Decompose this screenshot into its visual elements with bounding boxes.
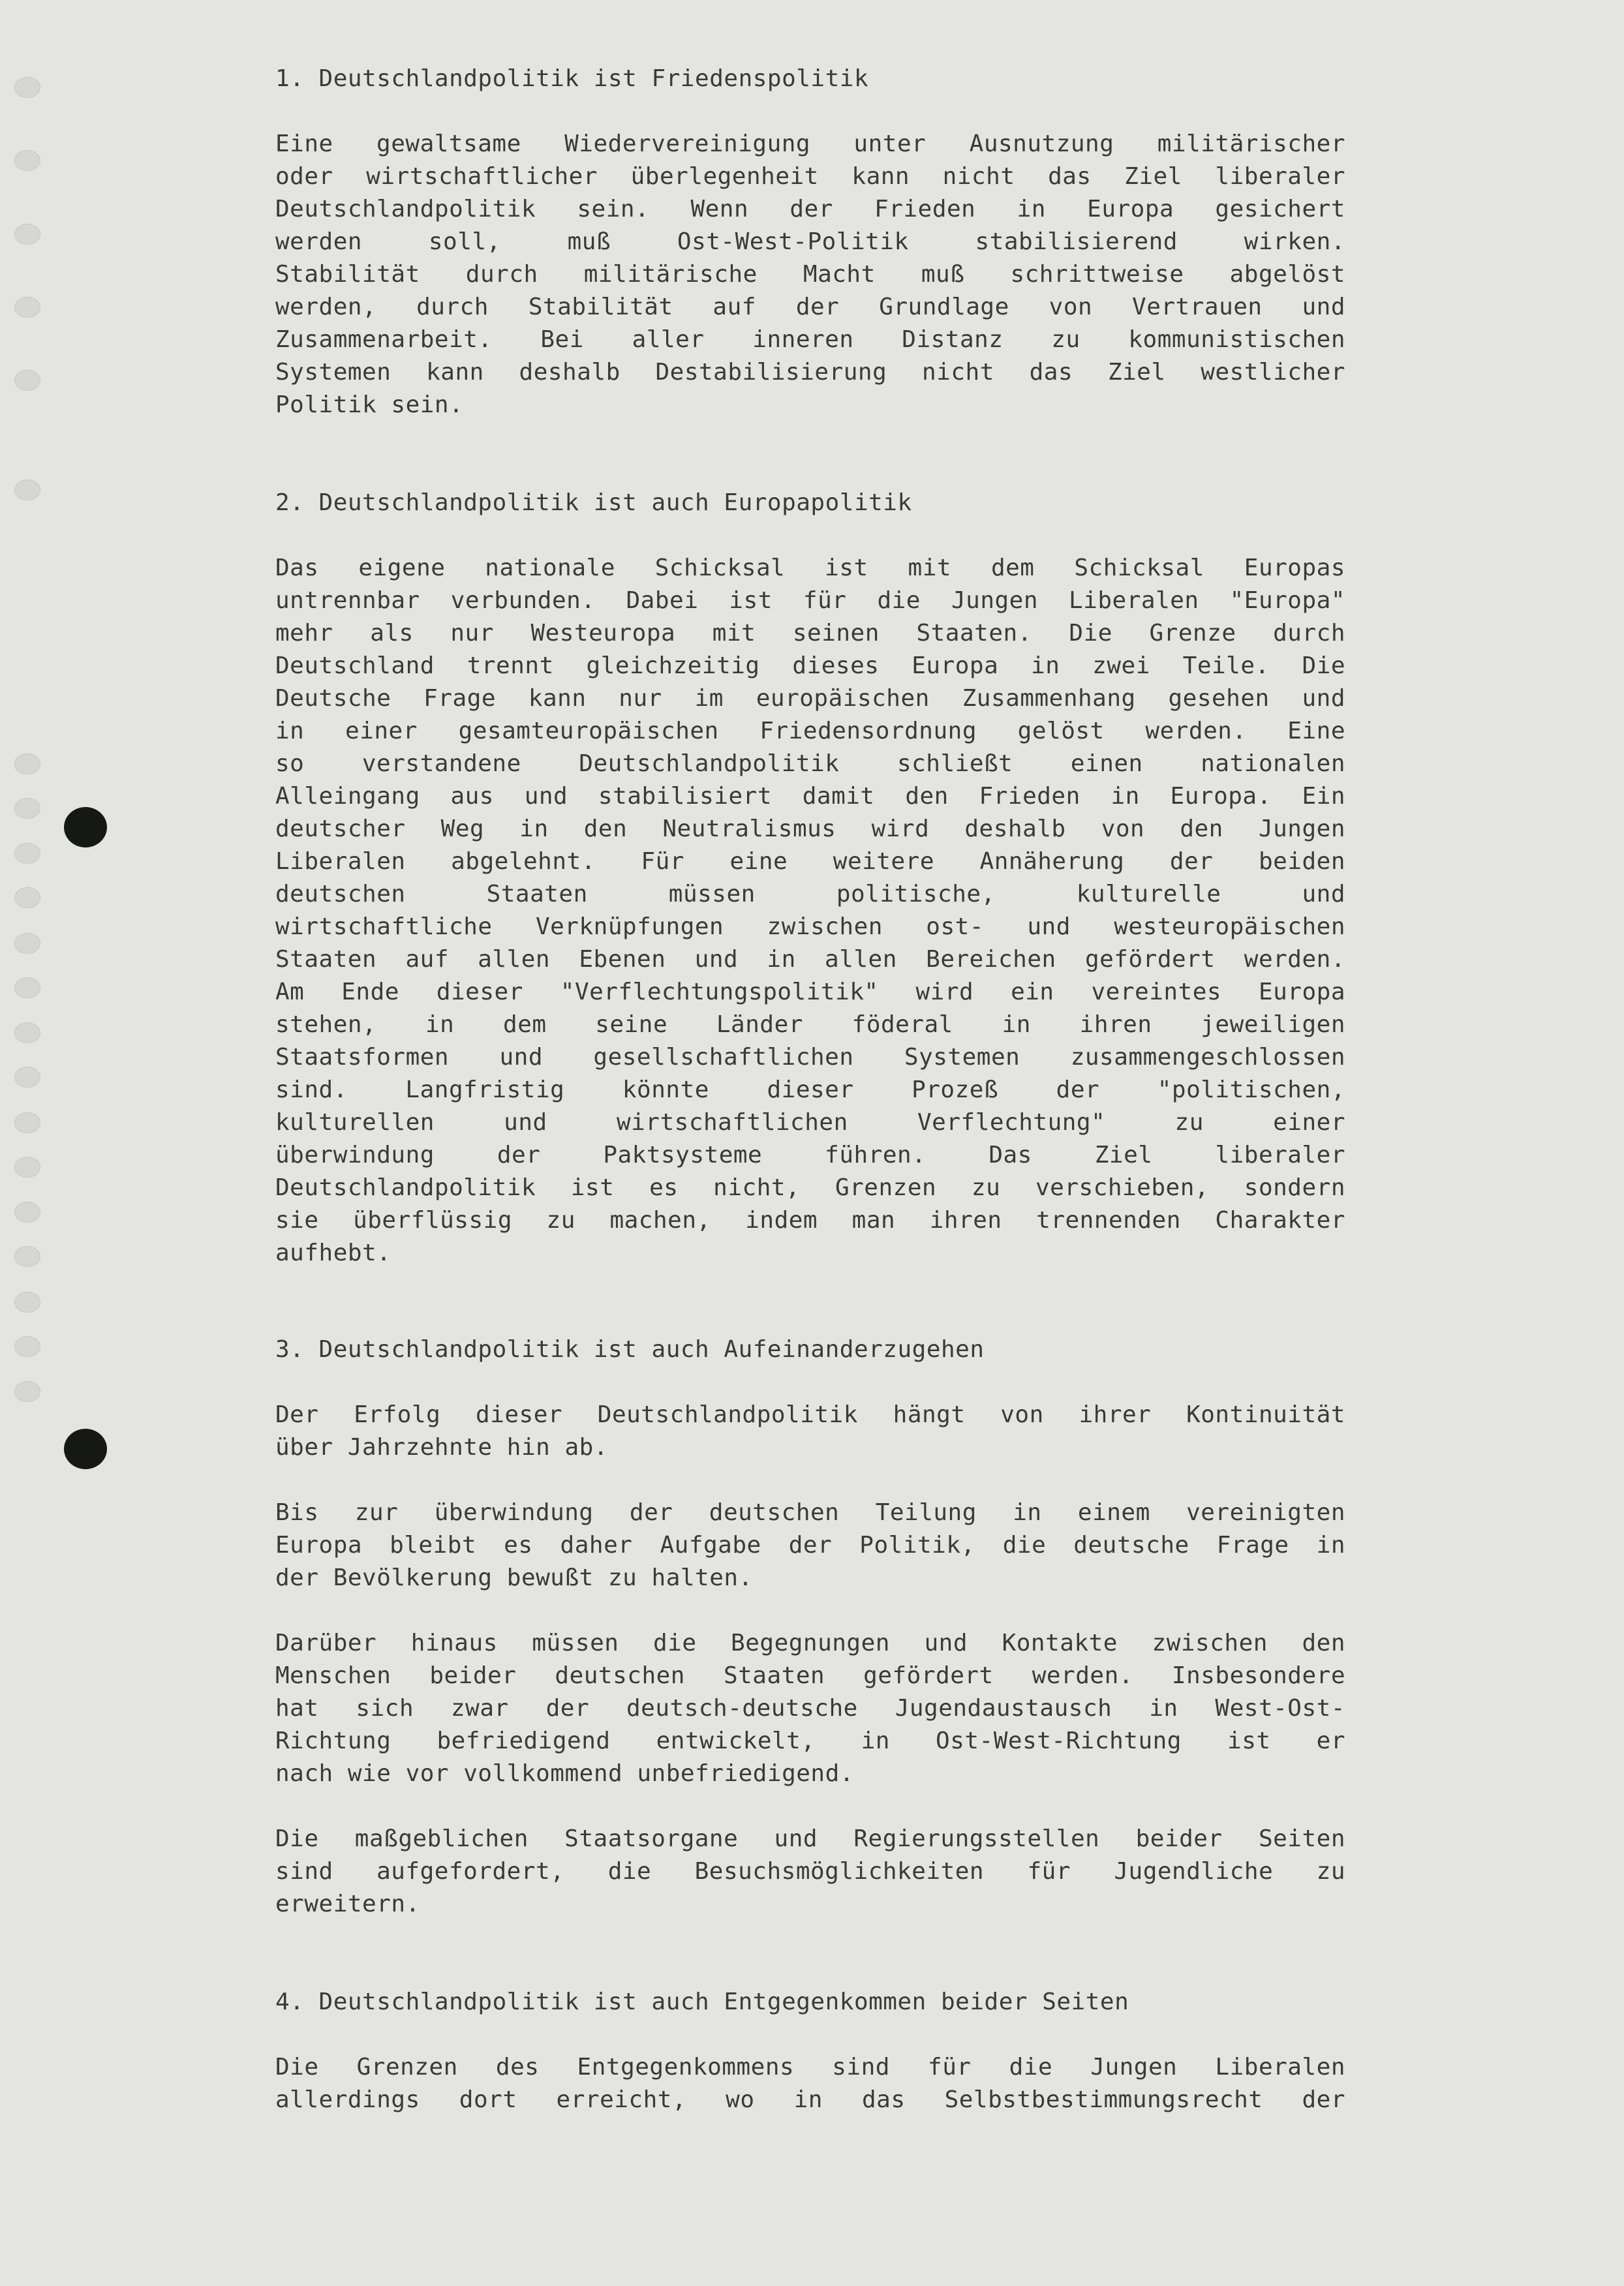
- text-line: Politik sein.: [275, 391, 464, 418]
- text-line: deutscher Weg in den Neutralismus wird deshalb von den Jungen: [275, 815, 1345, 842]
- section-2: [275, 487, 1345, 519]
- text-line: Zusammenarbeit. Bei aller inneren Distanz zu kommunistischen: [275, 326, 1345, 353]
- section-3-paragraph-3: [275, 1627, 1345, 1790]
- text-line: sind. Langfristig könnte dieser Prozeß der "politischen,: [275, 1076, 1345, 1103]
- section-2-paragraph-1: [275, 552, 1345, 1270]
- text-line: kulturellen und wirtschaftlichen Verflechtung" zu einer: [275, 1109, 1345, 1136]
- text-line: Die maßgeblichen Staatsorgane und Regierungsstellen beider Seiten: [275, 1825, 1345, 1852]
- text-line: mehr als nur Westeuropa mit seinen Staaten. Die Grenze durch: [275, 620, 1345, 647]
- perforation-mark: [14, 224, 40, 245]
- text-line: Deutschlandpolitik sein. Wenn der Frieden in Europa gesichert: [275, 196, 1345, 222]
- section-3-paragraph-1: [275, 1399, 1345, 1464]
- section-heading: 1. Deutschlandpolitik ist Friedenspolitik: [275, 65, 869, 92]
- section-heading: 3. Deutschlandpolitik ist auch Aufeinanderzugehen: [275, 1336, 985, 1363]
- text-line: Darüber hinaus müssen die Begegnungen und Kontakte zwischen den: [275, 1630, 1345, 1656]
- text-line: Am Ende dieser "Verflechtungspolitik" wird ein vereintes Europa: [275, 979, 1345, 1005]
- perforation-mark: [14, 887, 40, 908]
- text-line: Staaten auf allen Ebenen und in allen Bereichen gefördert werden.: [275, 946, 1345, 973]
- text-line: in einer gesamteuropäischen Friedensordnung gelöst werden. Eine: [275, 718, 1345, 744]
- punch-hole: [64, 807, 107, 847]
- text-line: Deutschlandpolitik ist es nicht, Grenzen zu verschieben, sondern: [275, 1174, 1345, 1201]
- section-heading: 4. Deutschlandpolitik ist auch Entgegenkommen beider Seiten: [275, 1989, 1129, 2015]
- perforation-mark: [14, 798, 40, 819]
- perforation-mark: [14, 1067, 40, 1088]
- text-line: Der Erfolg dieser Deutschlandpolitik hängt von ihrer Kontinuität: [275, 1401, 1345, 1428]
- perforation-mark: [14, 480, 40, 500]
- text-line: sind aufgefordert, die Besuchsmöglichkeiten für Jugendliche zu: [275, 1858, 1345, 1885]
- text-line: Bis zur überwindung der deutschen Teilung in einem vereinigten: [275, 1499, 1345, 1526]
- section-3: [275, 1334, 1345, 1366]
- text-line: Liberalen abgelehnt. Für eine weitere Annäherung der beiden: [275, 848, 1345, 875]
- text-line: Stabilität durch militärische Macht muß schrittweise abgelöst: [275, 261, 1345, 288]
- perforation-mark: [14, 1381, 40, 1402]
- perforation-mark: [14, 1157, 40, 1178]
- text-line: der Bevölkerung bewußt zu halten.: [275, 1564, 753, 1591]
- perforation-mark: [14, 1246, 40, 1267]
- text-line: erweitern.: [275, 1891, 420, 1917]
- text-line: Richtung befriedigend entwickelt, in Ost-West-Richtung ist er: [275, 1728, 1345, 1754]
- text-line: Menschen beider deutschen Staaten gefördert werden. Insbesondere: [275, 1662, 1345, 1689]
- section-1-paragraph-1: [275, 128, 1345, 421]
- text-line: Eine gewaltsame Wiedervereinigung unter Ausnutzung militärischer: [275, 130, 1345, 157]
- punch-hole: [64, 1429, 107, 1469]
- text-line: untrennbar verbunden. Dabei ist für die Jungen Liberalen "Europa": [275, 587, 1345, 614]
- perforation-mark: [14, 977, 40, 998]
- section-1: [275, 63, 1345, 95]
- text-line: werden soll, muß Ost-West-Politik stabilisierend wirken.: [275, 228, 1345, 255]
- text-line: nach wie vor vollkommend unbefriedigend.: [275, 1760, 854, 1787]
- section-4: [275, 1986, 1345, 2019]
- text-line: Europa bleibt es daher Aufgabe der Politik, die deutsche Frage in: [275, 1532, 1345, 1559]
- text-line: wirtschaftliche Verknüpfungen zwischen ost- und westeuropäischen: [275, 913, 1345, 940]
- text-line: Deutschland trennt gleichzeitig dieses Europa in zwei Teile. Die: [275, 652, 1345, 679]
- text-line: oder wirtschaftlicher überlegenheit kann nicht das Ziel liberaler: [275, 163, 1345, 190]
- text-line: allerdings dort erreicht, wo in das Selbstbestimmungsrecht der: [275, 2086, 1345, 2113]
- section-3-paragraph-2: [275, 1497, 1345, 1594]
- perforation-mark: [14, 933, 40, 954]
- section-heading: 2. Deutschlandpolitik ist auch Europapolitik: [275, 489, 912, 516]
- text-line: Die Grenzen des Entgegenkommens sind für die Jungen Liberalen: [275, 2054, 1345, 2080]
- text-line: stehen, in dem seine Länder föderal in ihren jeweiligen: [275, 1011, 1345, 1038]
- text-line: über Jahrzehnte hin ab.: [275, 1434, 608, 1461]
- text-line: Deutsche Frage kann nur im europäischen Zusammenhang gesehen und: [275, 685, 1345, 712]
- perforation-mark: [14, 370, 40, 391]
- text-line: Systemen kann deshalb Destabilisierung nicht das Ziel westlicher: [275, 359, 1345, 386]
- text-line: Das eigene nationale Schicksal ist mit dem Schicksal Europas: [275, 555, 1345, 581]
- perforation-mark: [14, 297, 40, 318]
- perforation-mark: [14, 77, 40, 98]
- perforation-mark: [14, 1202, 40, 1223]
- perforation-mark: [14, 754, 40, 774]
- section-3-paragraph-4: [275, 1823, 1345, 1921]
- text-line: Staatsformen und gesellschaftlichen Systemen zusammengeschlossen: [275, 1044, 1345, 1071]
- perforation-mark: [14, 1292, 40, 1313]
- perforation-mark: [14, 1112, 40, 1133]
- section-4-paragraph-1: [275, 2051, 1345, 2116]
- perforation-mark: [14, 843, 40, 864]
- text-line: deutschen Staaten müssen politische, kulturelle und: [275, 881, 1345, 907]
- text-line: werden, durch Stabilität auf der Grundlage von Vertrauen und: [275, 294, 1345, 320]
- text-line: sie überflüssig zu machen, indem man ihren trennenden Charakter: [275, 1207, 1345, 1234]
- text-line: so verstandene Deutschlandpolitik schließt einen nationalen: [275, 750, 1345, 777]
- perforation-mark: [14, 1022, 40, 1043]
- text-line: aufhebt.: [275, 1240, 391, 1266]
- text-line: Alleingang aus und stabilisiert damit den Frieden in Europa. Ein: [275, 783, 1345, 810]
- perforation-mark: [14, 1336, 40, 1357]
- text-line: hat sich zwar der deutsch-deutsche Jugendaustausch in West-Ost-: [275, 1695, 1345, 1722]
- perforation-mark: [14, 150, 40, 171]
- text-line: überwindung der Paktsysteme führen. Das Ziel liberaler: [275, 1142, 1345, 1168]
